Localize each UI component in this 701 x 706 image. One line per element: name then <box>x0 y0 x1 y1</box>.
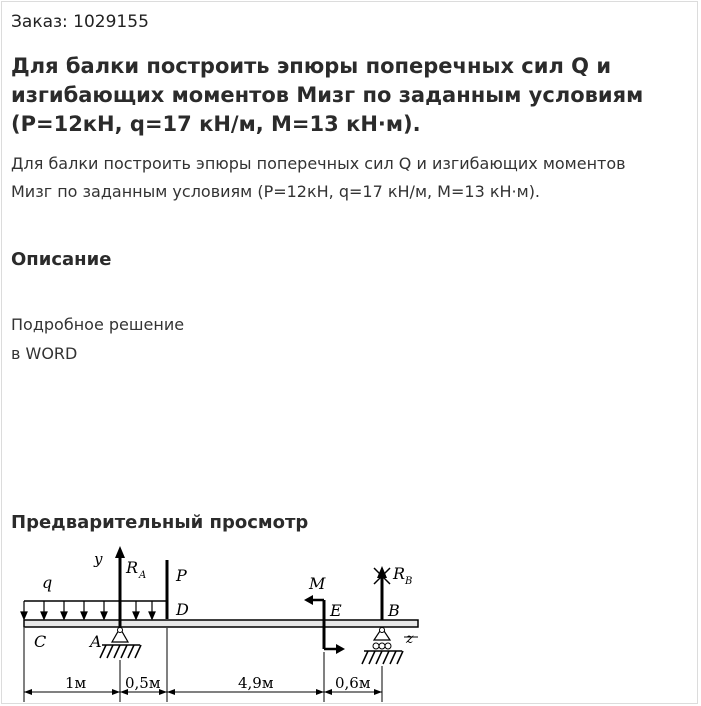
dim-3: 4,9м <box>238 674 274 692</box>
label-e: E <box>330 601 342 620</box>
product-card <box>1 1 698 704</box>
description-line-2: в WORD <box>11 344 78 363</box>
label-q: q <box>42 573 53 592</box>
label-y: y <box>94 550 103 568</box>
page-title: Для балки построить эпюры поперечных сил Q и изгибающих моментов Мизг по заданным условиям (P=12кН, q=17 кН/м, M=13 кН·м). <box>11 54 644 136</box>
label-p: P <box>176 566 187 585</box>
distributed-load-arrows <box>21 601 155 619</box>
beam <box>24 620 418 627</box>
preview-heading: Предварительный просмотр <box>11 512 309 533</box>
short-description: Для балки построить эпюры поперечных сил Q и изгибающих моментов Мизг по заданным условиям (P=12кН, q=17 кН/м, M=13 кН·м). <box>11 154 626 201</box>
label-rb-sub: B <box>405 576 413 587</box>
moment-m-arrowhead <box>336 644 345 654</box>
label-m: M <box>309 574 326 593</box>
label-z: z <box>406 631 414 647</box>
label-ra: R <box>126 558 139 577</box>
beam-diagram <box>2 542 699 705</box>
label-d: D <box>176 600 189 619</box>
dim-1: 1м <box>65 674 87 692</box>
dim-4: 0,6м <box>335 674 371 692</box>
dim-2: 0,5м <box>125 674 161 692</box>
support-b-hatch <box>362 651 403 664</box>
label-ra-sub: A <box>139 570 147 581</box>
order-number: Заказ: 1029155 <box>11 12 149 32</box>
label-b: B <box>388 601 400 620</box>
description-line-1: Подробное решение <box>11 315 185 334</box>
support-a-hatch <box>100 645 141 658</box>
reaction-a-arrowhead <box>115 546 125 558</box>
label-rb: R <box>393 564 406 583</box>
label-c: C <box>34 632 47 651</box>
description-heading: Описание <box>11 249 112 270</box>
label-a: A <box>90 632 102 651</box>
